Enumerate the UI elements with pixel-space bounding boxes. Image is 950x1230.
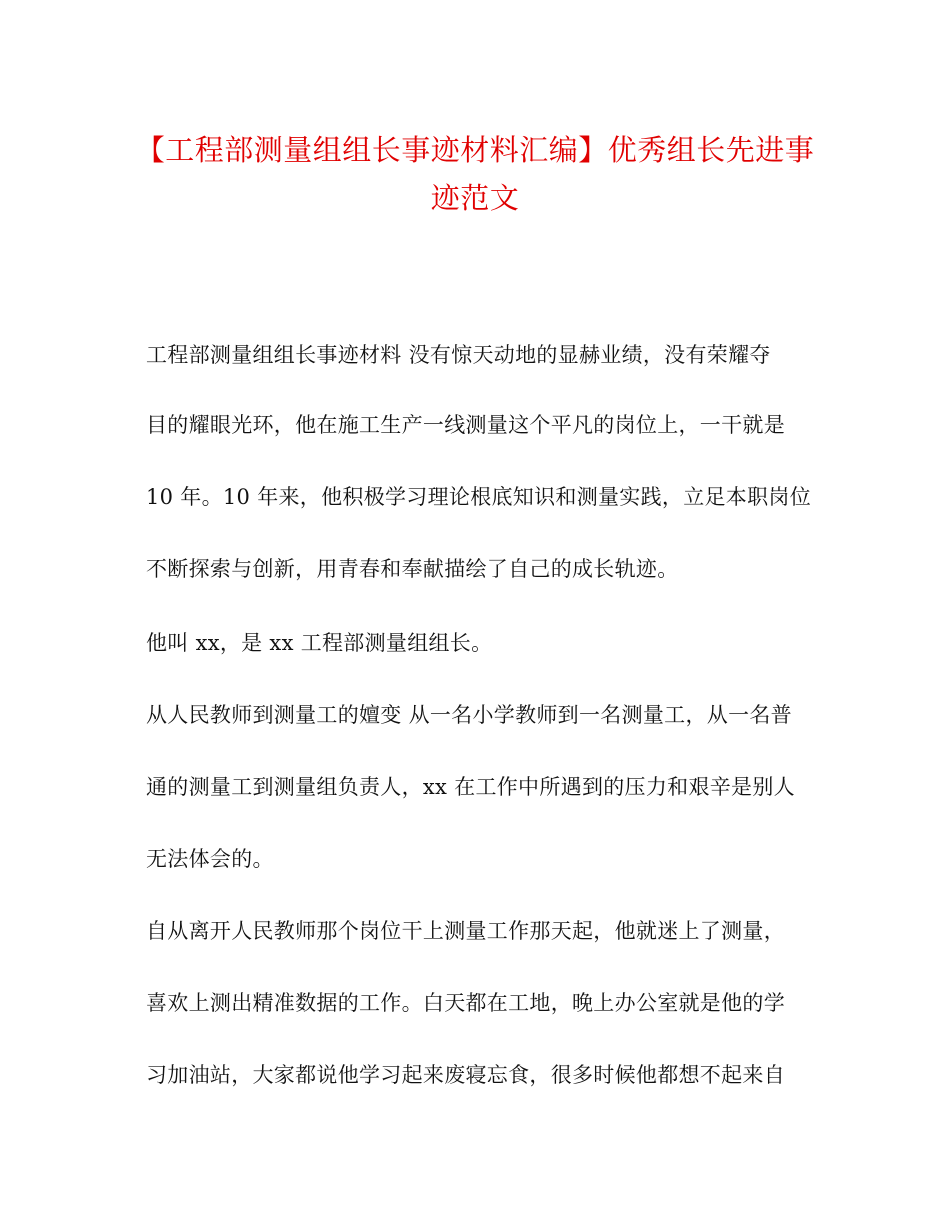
body-line-10: 喜欢上测出精准数据的工作。白天都在工地，晚上办公室就是他的学 <box>146 991 785 1015</box>
body-line-6: 从人民教师到测量工的嬗变 从一名小学教师到一名测量工，从一名普 <box>146 703 792 727</box>
body-line-2: 目的耀眼光环，他在施工生产一线测量这个平凡的岗位上，一干就是 <box>146 413 785 437</box>
body-line-11: 习加油站，大家都说他学习起来废寝忘食，很多时候他都想不起来自 <box>146 1063 785 1087</box>
body-line-8: 无法体会的。 <box>146 847 274 871</box>
document-title-line-2: 迹范文 <box>430 181 520 215</box>
body-line-1: 工程部测量组组长事迹材料 没有惊天动地的显赫业绩，没有荣耀夺 <box>146 343 771 367</box>
body-line-9: 自从离开人民教师那个岗位干上测量工作那天起，他就迷上了测量， <box>146 919 785 943</box>
body-line-3: 10 年。10 年来，他积极学习理论根底知识和测量实践，立足本职岗位 <box>146 485 811 509</box>
body-line-7: 通的测量工到测量组负责人，xx 在工作中所遇到的压力和艰辛是别人 <box>146 775 795 799</box>
document-title-line-1: 【工程部测量组组长事迹材料汇编】优秀组长先进事 <box>135 133 815 167</box>
body-line-5: 他叫 xx，是 xx 工程部测量组组长。 <box>146 631 493 655</box>
body-line-4: 不断探索与创新，用青春和奉献描绘了自己的成长轨迹。 <box>146 557 679 581</box>
